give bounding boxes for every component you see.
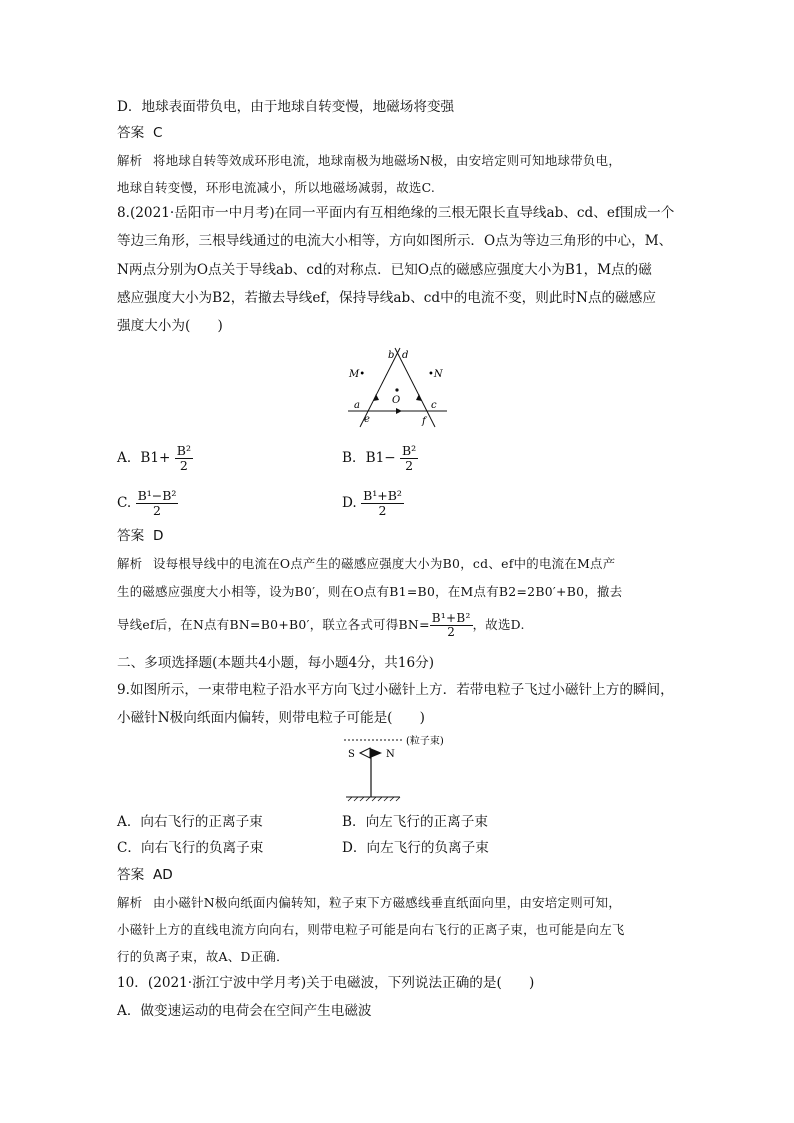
label-e: e bbox=[364, 414, 370, 425]
q8-answer bbox=[117, 528, 163, 544]
q8-option-a bbox=[117, 444, 193, 473]
answer-label: 答案 bbox=[117, 867, 145, 883]
fraction bbox=[430, 612, 473, 639]
fraction-den: 2 bbox=[405, 458, 414, 473]
q9-answer bbox=[117, 867, 173, 883]
q8-option-c bbox=[117, 489, 178, 518]
analysis-label: 解析 bbox=[117, 895, 143, 910]
fraction-num: B¹+B² bbox=[431, 611, 471, 625]
analysis-text: 导线ef后，在N点有BN=B0+B0′，联立各式可得BN= bbox=[117, 617, 430, 632]
point-o bbox=[395, 388, 398, 391]
q10-option-a: A．做变速运动的电荷会在空间产生电磁波 bbox=[117, 1003, 372, 1019]
option-prefix: B．B1− bbox=[342, 450, 396, 466]
fraction-num: B² bbox=[401, 443, 417, 458]
answer-value: AD bbox=[153, 867, 173, 883]
label-n: N bbox=[386, 749, 395, 760]
section-2-title: 二、多项选择题(本题共4小题，每小题4分，共16分) bbox=[117, 655, 435, 671]
q7-answer bbox=[117, 125, 163, 141]
label-a: a bbox=[354, 400, 360, 411]
q8-stem-line2: 等边三角形，三根导线通过的电流大小相等，方向如图所示．O点为等边三角形的中心，M、 bbox=[117, 233, 673, 249]
label-m: M• bbox=[349, 369, 366, 380]
q9-analysis-line1 bbox=[117, 895, 621, 911]
q9-option-c: C．向右飞行的负离子束 bbox=[117, 840, 264, 856]
label-o: O bbox=[392, 395, 401, 406]
ground-hatch bbox=[348, 797, 400, 801]
analysis-text: ，故选D. bbox=[472, 617, 525, 632]
fraction bbox=[361, 489, 404, 518]
q8-stem-line5: 强度大小为( ) bbox=[117, 318, 223, 334]
fraction-num: B¹−B² bbox=[137, 488, 177, 503]
q9-option-d: D．向左飞行的负离子束 bbox=[342, 840, 489, 856]
arrow-cd-icon bbox=[416, 394, 422, 401]
option-prefix: A．B1+ bbox=[117, 450, 171, 466]
q8-analysis-line3 bbox=[117, 612, 525, 639]
label-f: f bbox=[422, 416, 426, 427]
q7-analysis-line1 bbox=[117, 153, 621, 169]
q8-analysis-line2: 生的磁感应强度大小相等，设为B0′，则在O点有B1=B0，在M点有B2=2B0′+B0，撤去 bbox=[117, 584, 623, 599]
q8-option-b bbox=[342, 444, 418, 473]
fraction-den: 2 bbox=[378, 503, 387, 518]
analysis-text: 由小磁针N极向纸面内偏转知，粒子束下方磁感线垂直纸面向里，由安培定则可知， bbox=[153, 895, 622, 910]
q8-stem-line1: 8.(2021·岳阳市一中月考)在同一平面内有互相绝缘的三根无限长直导线ab、cd、ef围成一个 bbox=[117, 205, 675, 221]
q8-stem-line3: N两点分别为O点关于导线ab、cd的对称点．已知O点的磁感应强度大小为B1，M点的磁 bbox=[117, 262, 652, 278]
triangle-wires-figure bbox=[340, 340, 450, 432]
label-c: c bbox=[431, 400, 437, 411]
q9-option-b: B．向左飞行的正离子束 bbox=[342, 814, 488, 830]
fraction bbox=[175, 444, 193, 473]
fraction-num: B² bbox=[176, 443, 191, 458]
beam-label: (粒子束) bbox=[406, 736, 444, 747]
option-prefix: C. bbox=[117, 495, 132, 511]
analysis-label: 解析 bbox=[117, 556, 143, 571]
fraction bbox=[136, 489, 179, 518]
q9-option-a: A．向右飞行的正离子束 bbox=[117, 814, 263, 830]
arrow-ef-icon bbox=[396, 408, 402, 414]
label-b: b bbox=[388, 350, 395, 361]
q7-option-d: D．地球表面带负电，由于地球自转变慢，地磁场将变强 bbox=[117, 99, 455, 115]
option-prefix: D. bbox=[342, 495, 357, 511]
q8-option-d bbox=[342, 489, 404, 518]
fraction-num: B¹+B² bbox=[363, 488, 402, 503]
q8-analysis-line1 bbox=[117, 556, 615, 572]
arrow-ab-icon bbox=[373, 394, 379, 401]
answer-value: C bbox=[153, 125, 163, 141]
answer-label: 答案 bbox=[117, 528, 145, 544]
answer-label: 答案 bbox=[117, 125, 145, 141]
q9-analysis-line2: 小磁针上方的直线电流方向向右，则带电粒子可能是向右飞行的正离子束，也可能是向左飞 bbox=[117, 922, 625, 937]
fraction-den: 2 bbox=[153, 503, 161, 518]
label-d: d bbox=[402, 350, 409, 361]
label-n: •N bbox=[428, 369, 443, 380]
q9-stem-line1: 9.如图所示，一束带电粒子沿水平方向飞过小磁针上方．若带电粒子飞过小磁针上方的瞬间， bbox=[117, 682, 674, 698]
needle-s-half-icon bbox=[360, 748, 370, 758]
fraction-den: 2 bbox=[447, 625, 456, 639]
q10-stem: 10．(2021·浙江宁波中学月考)关于电磁波，下列说法正确的是( ) bbox=[117, 975, 535, 991]
label-s: S bbox=[348, 749, 355, 760]
analysis-text: 将地球自转等效成环形电流，地球南极为地磁场N极，由安培定则可知地球带负电， bbox=[153, 153, 622, 168]
wire-cd bbox=[395, 348, 435, 427]
q9-stem-line2: 小磁针N极向纸面内偏转，则带电粒子可能是( ) bbox=[117, 710, 425, 726]
compass-beam-figure bbox=[340, 733, 455, 803]
q9-analysis-line3: 行的负离子束，故A、D正确． bbox=[117, 949, 289, 964]
answer-value: D bbox=[153, 528, 164, 544]
analysis-text: 设每根导线中的电流在O点产生的磁感应强度大小为B0，cd、ef中的电流在M点产 bbox=[153, 556, 616, 571]
needle-n-half-icon bbox=[370, 748, 382, 758]
analysis-label: 解析 bbox=[117, 153, 143, 168]
q8-stem-line4: 感应强度大小为B2，若撤去导线ef，保持导线ab、cd中的电流不变，则此时N点的磁感应 bbox=[117, 290, 656, 306]
fraction bbox=[400, 444, 418, 473]
q7-analysis-line2: 地球自转变慢，环形电流减小，所以地磁场减弱，故选C. bbox=[117, 180, 436, 195]
fraction-den: 2 bbox=[179, 458, 188, 473]
